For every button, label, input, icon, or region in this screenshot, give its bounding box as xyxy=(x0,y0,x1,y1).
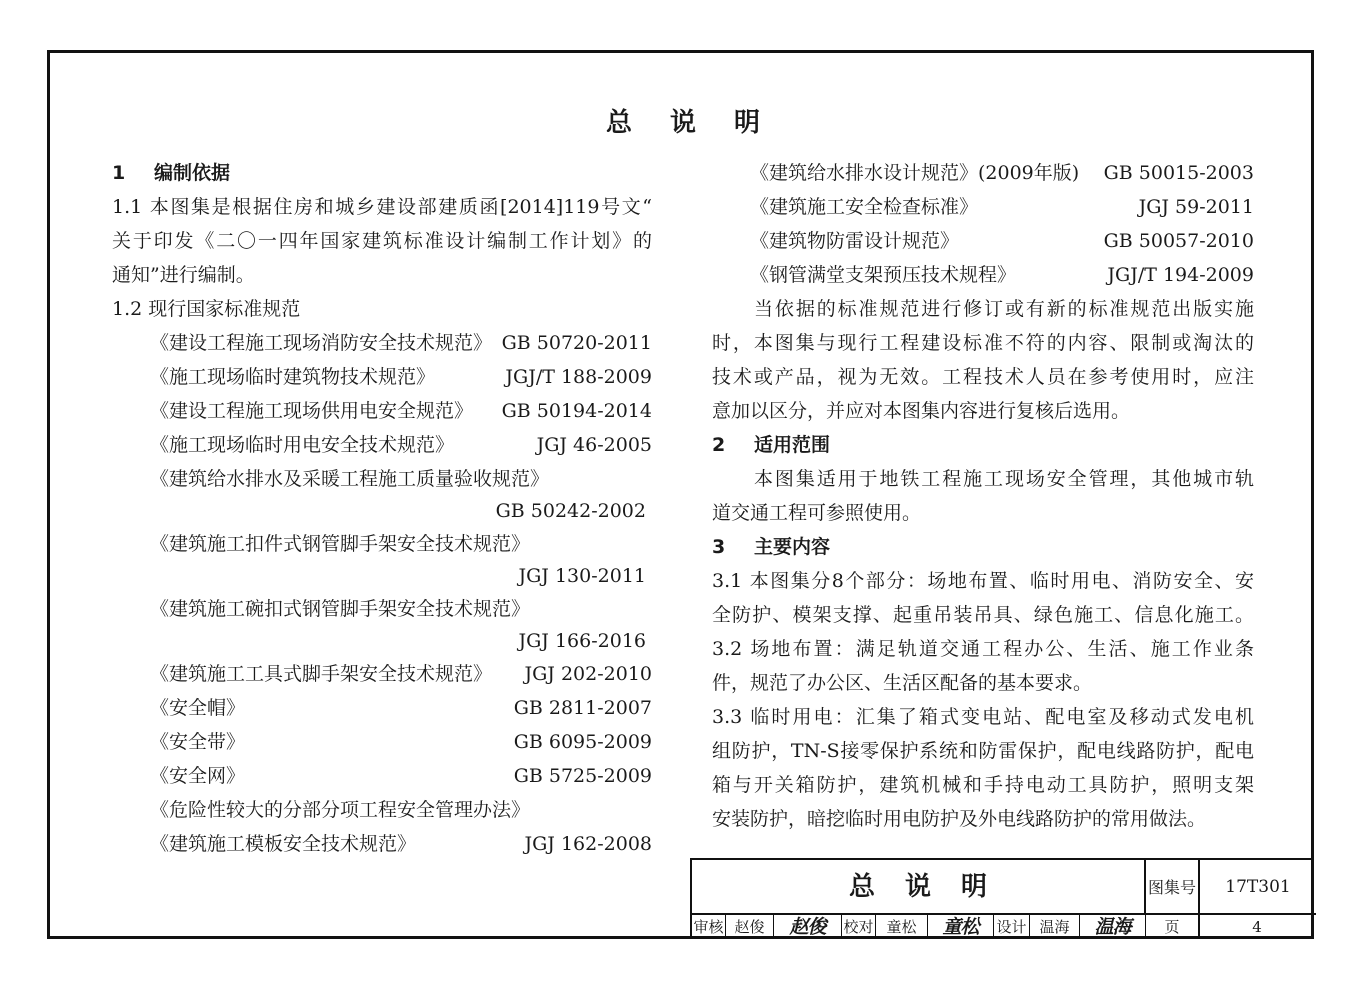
standard-name: 《建设工程施工现场供用电安全规范》 xyxy=(150,400,474,422)
section-1-heading xyxy=(112,156,652,190)
paragraph-line: 安装防护，暗挖临时用电防护及外电线路防护的常用做法。 xyxy=(712,808,1207,830)
title-block xyxy=(690,858,1314,939)
section-title: 主要内容 xyxy=(754,536,831,558)
paragraph-line: 3.3 临时用电：汇集了箱式变电站、配电室及移动式发电机 xyxy=(712,706,1254,728)
paragraph-line: 关于印发《二〇一四年国家建筑标准设计编制工作计划》的 xyxy=(112,230,652,252)
standard-code: JGJ 46-2005 xyxy=(536,434,652,456)
standard-row xyxy=(112,394,652,428)
standard-code: GB 50194-2014 xyxy=(501,400,652,422)
standard-name: 《施工现场临时用电安全技术规范》 xyxy=(150,434,455,456)
section-number: 2 xyxy=(712,434,726,456)
standard-code: JGJ 166-2016 xyxy=(518,630,646,652)
standard-row xyxy=(112,360,652,394)
standard-code: JGJ 59-2011 xyxy=(1138,196,1254,218)
reviewer-signature: 赵俊 xyxy=(774,915,842,939)
left-column xyxy=(112,156,652,861)
standard-name: 《危险性较大的分部分项工程安全管理办法》 xyxy=(150,799,531,821)
paragraph-line: 1.2 现行国家标准规范 xyxy=(112,298,301,320)
standard-code: GB 6095-2009 xyxy=(513,731,652,753)
atlas-number-label: 图集号 xyxy=(1146,860,1200,915)
paragraph-line: 3.2 场地布置：满足轨道交通工程办公、生活、施工作业条 xyxy=(712,638,1254,660)
paragraph-line: 通知”进行编制。 xyxy=(112,264,255,286)
standard-code: JGJ 162-2008 xyxy=(524,833,652,855)
section-number: 1 xyxy=(112,162,126,184)
section-title: 适用范围 xyxy=(754,434,831,456)
standard-name: 《建设工程施工现场消防安全技术规范》 xyxy=(150,332,493,354)
standard-code: GB 50720-2011 xyxy=(501,332,652,354)
section-title: 编制依据 xyxy=(154,162,231,184)
standard-code: JGJ/T 188-2009 xyxy=(505,366,652,388)
standard-code: GB 5725-2009 xyxy=(513,765,652,787)
standard-name: 《建筑施工扣件式钢管脚手架安全技术规范》 xyxy=(150,533,531,555)
paragraph-line: 意加以区分，并应对本图集内容进行复核后选用。 xyxy=(712,400,1131,422)
standard-code: GB 50015-2003 xyxy=(1103,162,1254,184)
standard-row xyxy=(712,224,1254,258)
paragraph-line: 3.1 本图集分8个部分：场地布置、临时用电、消防安全、安 xyxy=(712,570,1254,592)
reviewer-name: 赵俊 xyxy=(726,915,774,939)
page-label: 页 xyxy=(1146,915,1200,939)
section-number: 3 xyxy=(712,536,726,558)
standard-name: 《钢管满堂支架预压技术规程》 xyxy=(750,264,1017,286)
paragraph-line: 全防护、模架支撑、起重吊装吊具、绿色施工、信息化施工。 xyxy=(712,604,1254,626)
standard-row xyxy=(112,827,652,861)
paragraph-line: 本图集适用于地铁工程施工现场安全管理，其他城市轨 xyxy=(754,468,1254,490)
title-block-title: 总说明 xyxy=(692,860,1146,915)
standard-code-row xyxy=(112,496,652,527)
paragraph-line: 技术或产品，视为无效。工程技术人员在参考使用时，应注 xyxy=(712,366,1254,388)
section-2-heading xyxy=(712,428,1254,462)
standard-row xyxy=(712,156,1254,190)
standard-code: GB 50057-2010 xyxy=(1103,230,1254,252)
standard-code-row xyxy=(112,561,652,592)
standard-code: GB 2811-2007 xyxy=(513,697,652,719)
standard-row xyxy=(712,258,1254,292)
standard-name: 《安全带》 xyxy=(150,731,246,753)
paragraph-line: 组防护，TN-S接零保护系统和防雷保护，配电线路防护，配电 xyxy=(712,740,1254,762)
right-column xyxy=(712,156,1254,836)
standard-code: JGJ/T 194-2009 xyxy=(1107,264,1254,286)
standard-code: GB 50242-2002 xyxy=(495,500,646,522)
standard-row xyxy=(112,326,652,360)
standard-row xyxy=(112,759,652,793)
standard-row xyxy=(112,725,652,759)
standard-row xyxy=(112,428,652,462)
reviewer-label: 审核 xyxy=(692,915,726,939)
standard-name: 《建筑物防雷设计规范》 xyxy=(750,230,960,252)
designer-name: 温海 xyxy=(1030,915,1080,939)
paragraph-line: 箱与开关箱防护，建筑机械和手持电动工具防护，照明支架 xyxy=(712,774,1254,796)
page-title: 总说明 xyxy=(605,108,798,138)
standard-name: 《建筑给水排水及采暖工程施工质量验收规范》 xyxy=(150,468,550,490)
standard-name: 《安全网》 xyxy=(150,765,246,787)
designer-label: 设计 xyxy=(994,915,1030,939)
signature-row xyxy=(692,915,1314,939)
standard-name: 《建筑施工工具式脚手架安全技术规范》 xyxy=(150,663,493,685)
standard-code-row xyxy=(112,626,652,657)
paragraph-line: 当依据的标准规范进行修订或有新的标准规范出版实施 xyxy=(754,298,1254,320)
standard-name: 《安全帽》 xyxy=(150,697,246,719)
standard-name: 《建筑给水排水设计规范》(2009年版) xyxy=(750,162,1080,184)
standard-row xyxy=(112,793,652,827)
atlas-number-value: 17T301 xyxy=(1200,860,1316,915)
standard-row xyxy=(112,462,652,496)
checker-signature: 童松 xyxy=(928,915,994,939)
standard-name: 《施工现场临时建筑物技术规范》 xyxy=(150,366,436,388)
standard-row xyxy=(712,190,1254,224)
paragraph-line: 时，本图集与现行工程建设标准不符的内容、限制或淘汰的 xyxy=(712,332,1254,354)
standard-code: JGJ 130-2011 xyxy=(518,565,646,587)
standard-row xyxy=(112,657,652,691)
standard-name: 《建筑施工碗扣式钢管脚手架安全技术规范》 xyxy=(150,598,531,620)
page-number: 4 xyxy=(1252,918,1262,936)
standard-code: JGJ 202-2010 xyxy=(524,663,652,685)
checker-name: 童松 xyxy=(876,915,928,939)
paragraph-line: 道交通工程可参照使用。 xyxy=(712,502,922,524)
standard-name: 《建筑施工安全检查标准》 xyxy=(750,196,979,218)
standard-name: 《建筑施工模板安全技术规范》 xyxy=(150,833,417,855)
section-3-heading xyxy=(712,530,1254,564)
standard-row xyxy=(112,527,652,561)
designer-signature: 温海 xyxy=(1080,915,1146,939)
checker-label: 校对 xyxy=(842,915,876,939)
standard-row xyxy=(112,691,652,725)
standard-row xyxy=(112,592,652,626)
paragraph-line: 1.1 本图集是根据住房和城乡建设部建质函[2014]119号文“ xyxy=(112,196,652,218)
paragraph-line: 件，规范了办公区、生活区配备的基本要求。 xyxy=(712,672,1093,694)
